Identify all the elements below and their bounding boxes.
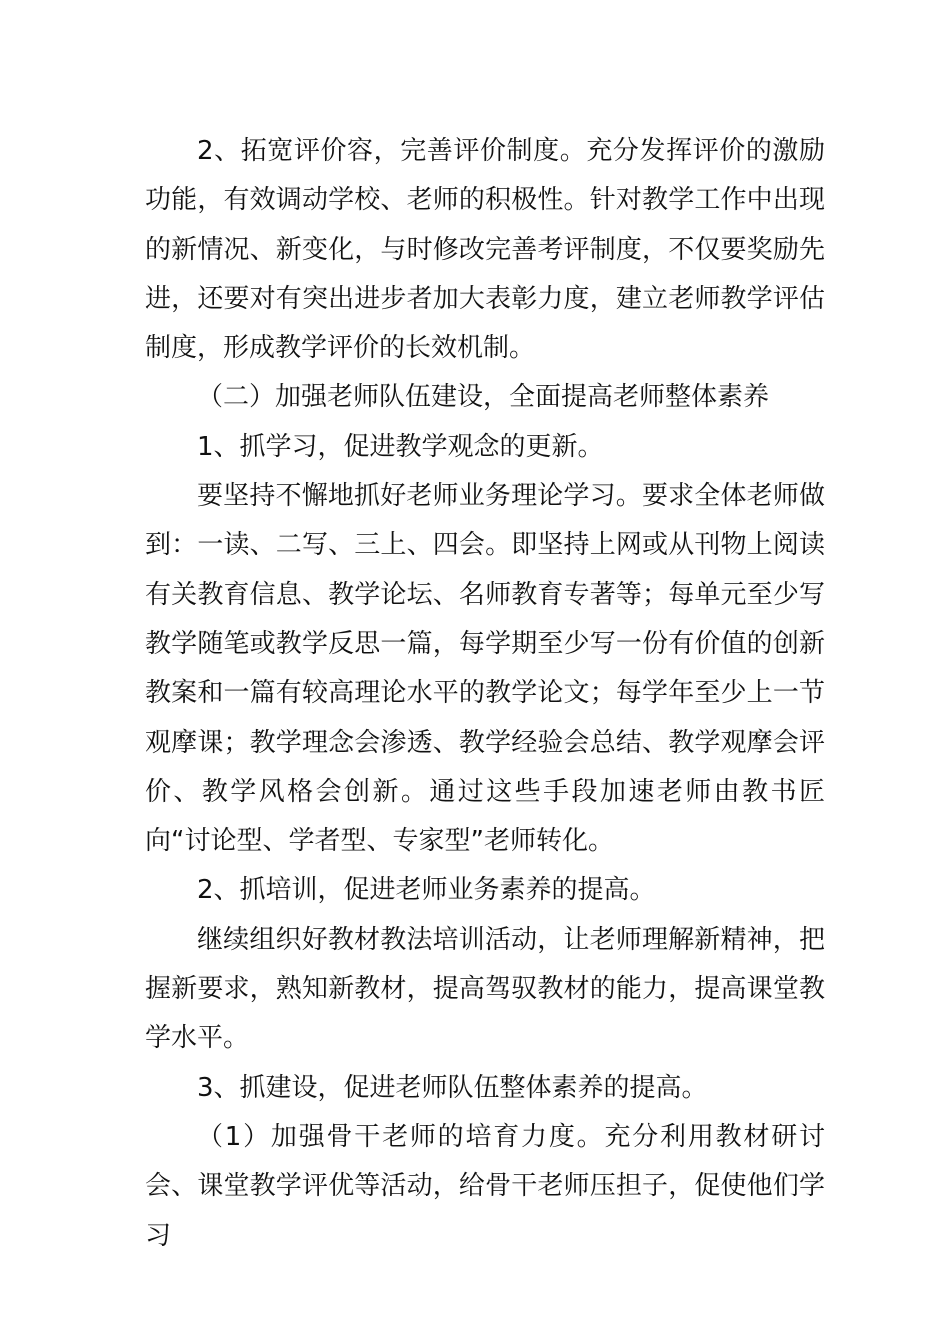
subheading-study: 1、抓学习，促进教学观念的更新。 (197, 431, 604, 462)
paragraph-training: 继续组织好教材教法培训活动，让老师理解新精神，把握新要求，熟知新教材，提高驾驭教材的能力，提高课堂教学水平。 (145, 924, 825, 1054)
section-heading-teacher-team: （二）加强老师队伍建设，全面提高老师整体素养 (197, 382, 770, 413)
paragraph-evaluation-system: 2、拓宽评价容，完善评价制度。充分发挥评价的激励功能，有效调动学校、老师的积极性。针对教学工作中出现的新情况、新变化，与时修改完善考评制度，不仅要奖励先进，还要对有突出进步者加大表彰力度，建立老师教学评估制度，形成教学评价的长效机制。 (145, 136, 825, 364)
subheading-construction: 3、抓建设，促进老师队伍整体素养的提高。 (197, 1072, 708, 1103)
document-body (145, 127, 825, 1261)
subheading-training: 2、抓培训，促进老师业务素养的提高。 (197, 875, 656, 906)
paragraph-study-requirements: 要坚持不懈地抓好老师业务理论学习。要求全体老师做到：一读、二写、三上、四会。即坚持上网或从刊物上阅读有关教育信息、教学论坛、名师教育专著等；每单元至少写教学随笔或教学反思一篇，每学期至少写一份有价值的创新教案和一篇有较高理论水平的教学论文；每学年至少上一节观摩课；教学理念会渗透、教学经验会总结、教学观摩会评价、教学风格会创新。通过这些手段加速老师由教书匠向“讨论型、学者型、专家型”老师转化。 (145, 481, 825, 857)
paragraph-backbone-teachers: （1）加强骨干老师的培育力度。充分利用教材研讨会、课堂教学评优等活动，给骨干老师压担子，促使他们学习 (145, 1121, 825, 1251)
